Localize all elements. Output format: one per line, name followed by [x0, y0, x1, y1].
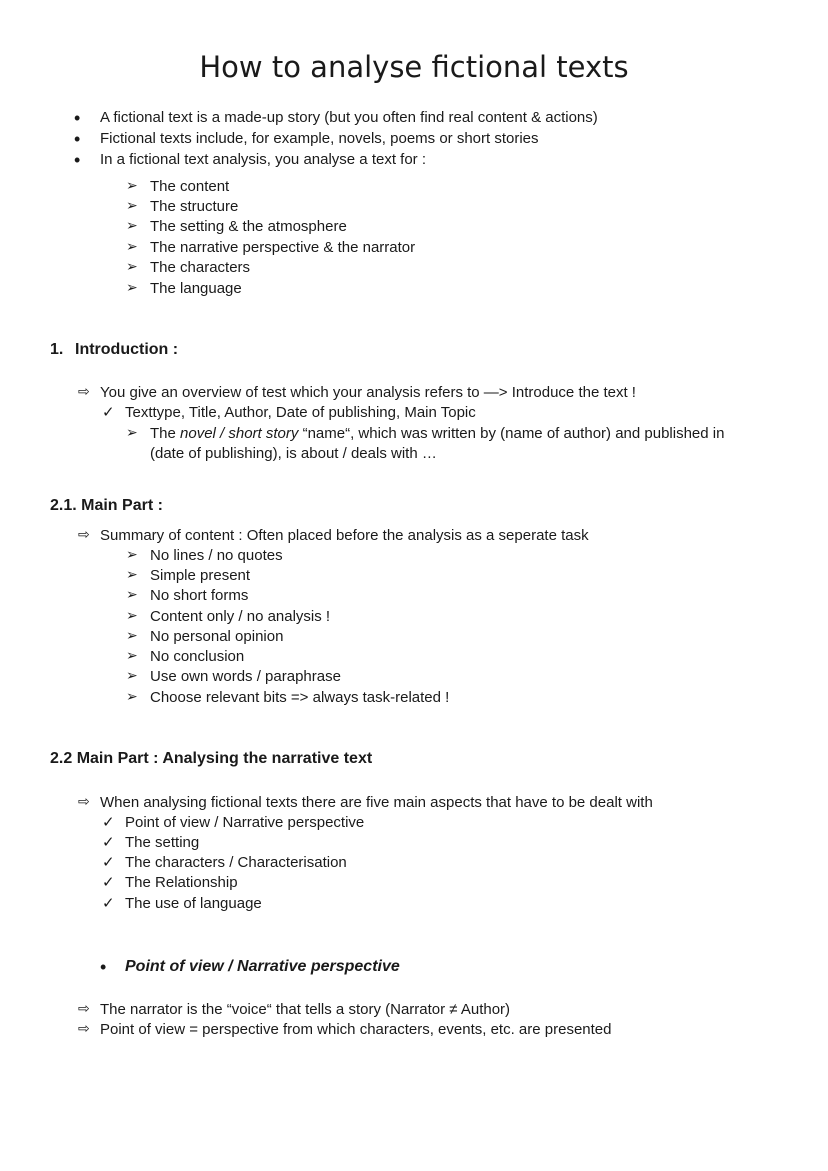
check-icon: ✓ — [102, 874, 115, 891]
aspect-item: The Relationship — [125, 874, 238, 891]
summary-rule: No lines / no quotes — [150, 547, 283, 564]
arrowhead-icon: ➢ — [126, 688, 138, 704]
arrowhead-icon: ➢ — [126, 607, 138, 623]
arrowhead-icon: ➢ — [126, 238, 138, 254]
arrowhead-icon: ➢ — [126, 279, 138, 295]
summary-rule: Use own words / paraphrase — [150, 668, 341, 685]
section-1-arrow-text: You give an overview of test which your analysis refers to —> Introduce the text ! — [100, 384, 636, 401]
summary-rule: Simple present — [150, 567, 251, 584]
summary-rule: Choose relevant bits => always task-related ! — [150, 689, 450, 706]
example-text: “name“, which was written by (name of author) and published in — [298, 425, 725, 442]
summary-rule: Content only / no analysis ! — [150, 608, 331, 625]
check-icon: ✓ — [102, 834, 115, 851]
arrowhead-icon: ➢ — [126, 546, 138, 562]
section-1-number: 1. — [50, 341, 64, 358]
section-2-2-arrow-text: When analysing fictional texts there are five main aspects that have to be dealt with — [100, 794, 653, 811]
analyse-for-item: The narrative perspective & the narrator — [150, 239, 416, 256]
summary-rule: No personal opinion — [150, 628, 284, 645]
bullet-icon: • — [100, 957, 107, 977]
arrow-icon: ⇨ — [78, 383, 90, 399]
section-1-heading: Introduction : — [75, 341, 179, 358]
arrowhead-icon: ➢ — [126, 627, 138, 643]
analyse-for-item: The setting & the atmosphere — [150, 218, 347, 235]
example-italic: novel / short story — [180, 425, 299, 442]
analyse-for-item: The language — [150, 280, 242, 297]
arrowhead-icon: ➢ — [126, 177, 138, 193]
point-of-view-subheading: Point of view / Narrative perspective — [125, 958, 400, 975]
arrowhead-icon: ➢ — [126, 647, 138, 663]
arrow-icon: ⇨ — [78, 1000, 90, 1016]
point-of-view-note: Point of view = perspective from which characters, events, etc. are presented — [100, 1021, 612, 1038]
summary-rule: No short forms — [150, 587, 249, 604]
section-2-1-arrow-text: Summary of content : Often placed before the analysis as a seperate task — [100, 527, 589, 544]
analyse-for-item: The structure — [150, 198, 239, 215]
section-1-example-line2: (date of publishing), is about / deals with … — [150, 445, 437, 462]
aspect-item: Point of view / Narrative perspective — [125, 814, 365, 831]
section-2-2-heading: 2.2 Main Part : Analysing the narrative text — [50, 750, 373, 767]
arrowhead-icon: ➢ — [126, 566, 138, 582]
bullet-icon: • — [74, 108, 81, 128]
narrator-note: The narrator is the “voice“ that tells a story (Narrator ≠ Author) — [100, 1001, 511, 1018]
arrow-icon: ⇨ — [78, 793, 90, 809]
check-icon: ✓ — [102, 404, 115, 421]
bullet-icon: • — [74, 150, 81, 170]
analyse-for-item: The characters — [150, 259, 251, 276]
intro-bullet: Fictional texts include, for example, novels, poems or short stories — [100, 130, 539, 147]
intro-bullet: In a fictional text analysis, you analyse a text for : — [100, 151, 427, 168]
arrow-icon: ⇨ — [78, 526, 90, 542]
aspect-item: The characters / Characterisation — [125, 854, 347, 871]
example-text: The — [150, 425, 181, 442]
arrowhead-icon: ➢ — [126, 258, 138, 274]
analyse-for-item: The content — [150, 178, 230, 195]
arrowhead-icon: ➢ — [126, 424, 138, 440]
page-title: How to analyse fictional texts — [199, 50, 629, 84]
section-2-1-heading: 2.1. Main Part : — [50, 497, 163, 514]
section-1-example — [150, 424, 724, 444]
check-icon: ✓ — [102, 814, 115, 831]
arrow-icon: ⇨ — [78, 1020, 90, 1036]
arrowhead-icon: ➢ — [126, 197, 138, 213]
intro-bullet: A fictional text is a made-up story (but you often find real content & actions) — [100, 109, 598, 126]
check-icon: ✓ — [102, 854, 115, 871]
section-1-check-text: Texttype, Title, Author, Date of publishing, Main Topic — [125, 404, 476, 421]
aspect-item: The use of language — [125, 895, 262, 912]
arrowhead-icon: ➢ — [126, 667, 138, 683]
arrowhead-icon: ➢ — [126, 217, 138, 233]
check-icon: ✓ — [102, 895, 115, 912]
aspect-item: The setting — [125, 834, 200, 851]
arrowhead-icon: ➢ — [126, 586, 138, 602]
bullet-icon: • — [74, 129, 81, 149]
summary-rule: No conclusion — [150, 648, 245, 665]
